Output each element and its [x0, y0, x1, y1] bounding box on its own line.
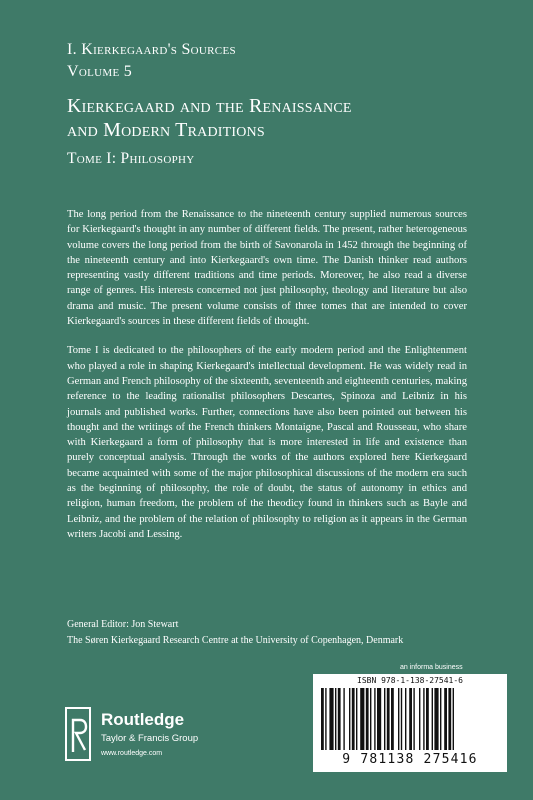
barcode-bar [329, 688, 333, 750]
barcode-bar [377, 688, 381, 750]
blurb-paragraph-2: Tome I is dedicated to the philosophers of the early modern period and the Enlightenment who played a role in shaping Kierkegaard's intellectual development. He was widely read in German and French philosophy of the sixteenth, seventeenth and eighteenth centuries, making reference to the leading rationalist philosophers Descartes, Spinoza and Leibniz in his journals and published works. Further, connections have also been pointed out between his thought and the writings of the French thinkers Montaigne, Pascal and Rousseau, who share with Kierkegaard a form of philosophy that is more interested in life and existence than purely conceptual analysis. Through the works of the authors explored here Kierkegaard became acquainted with some of the major philosophical discussions of the modern era such as the beginning of philosophy, the role of doubt, the status of autonomy in ethics and religion, human freedom, the problem of the theodicy found in thinkers such as Bayle and Leibniz, and the problem of the relation of philosophy to religion as it appears in the German writers Jacobi and Lessing. [67, 345, 467, 540]
barcode-bar [352, 688, 355, 750]
barcode-bar [440, 688, 441, 750]
barcode-bar [423, 688, 424, 750]
barcode-bar [409, 688, 412, 750]
series-title: I. Kierkegaard's Sources [67, 41, 236, 58]
blurb [67, 207, 467, 556]
book-title-line1: Kierkegaard and the Renaissance [67, 95, 352, 117]
publisher-logo [64, 704, 264, 766]
isbn-label: ISBN 978-1-138-27541-6 [357, 676, 463, 685]
barcode-bars [319, 688, 501, 750]
barcode-bar [453, 688, 454, 750]
barcode-bar [349, 688, 350, 750]
informa-tagline: an informa business [400, 664, 463, 671]
publisher-name: Routledge [101, 710, 185, 729]
header [67, 40, 487, 168]
barcode-bar [448, 688, 451, 750]
barcode-bar [335, 688, 336, 750]
barcode-bar [419, 688, 420, 750]
barcode-bar [325, 688, 326, 750]
barcode-bar [360, 688, 364, 750]
barcode-bar [366, 688, 369, 750]
barcode-bar [374, 688, 375, 750]
barcode-bar [426, 688, 429, 750]
barcode-bar [432, 688, 433, 750]
barcode-digits: 9 781138 275416 [342, 752, 478, 767]
barcode-bar [356, 688, 357, 750]
barcode [313, 674, 507, 772]
editor-credits [67, 617, 487, 648]
research-centre: The Søren Kierkegaard Research Centre at the University of Copenhagen, Denmark [67, 634, 404, 646]
routledge-r-logo-icon [64, 706, 92, 762]
tome-subtitle: Tome I: Philosophy [67, 150, 195, 167]
barcode-bar [434, 688, 438, 750]
barcode-bar [384, 688, 385, 750]
barcode-bar [413, 688, 414, 750]
publisher-url: www.routledge.com [101, 750, 163, 757]
book-title [67, 94, 487, 142]
general-editor: General Editor: Jon Stewart [67, 619, 179, 630]
barcode-bar [444, 688, 447, 750]
barcode-bar [343, 688, 344, 750]
barcode-bar [398, 688, 399, 750]
barcode-bar [387, 688, 390, 750]
barcode-bar [321, 688, 324, 750]
barcode-bar [405, 688, 406, 750]
book-title-line2: and Modern Traditions [67, 119, 265, 141]
barcode-bar [391, 688, 394, 750]
blurb-paragraph-1: The long period from the Renaissance to the nineteenth century supplied numerous sources for Kierkegaard's thought in any number of different fields. The present, rather heterogeneous volume covers the long period from the birth of Savonarola in 1452 through the beginning of the nineteenth century and into Kierkegaard's own time. The Danish thinker read authors representing vastly different traditions and time periods. Moreover, he also read a diverse range of genres. His interests concerned not just philosophy, theology and literature but also drama and music. The present volume consists of three tomes that are intended to cover Kierkegaard's sources in these different fields of thought. [67, 209, 467, 328]
publisher-group: Taylor & Francis Group [101, 733, 199, 744]
volume-number: Volume 5 [67, 63, 133, 80]
barcode-bar [370, 688, 371, 750]
barcode-bar [401, 688, 402, 750]
barcode-bar [338, 688, 341, 750]
